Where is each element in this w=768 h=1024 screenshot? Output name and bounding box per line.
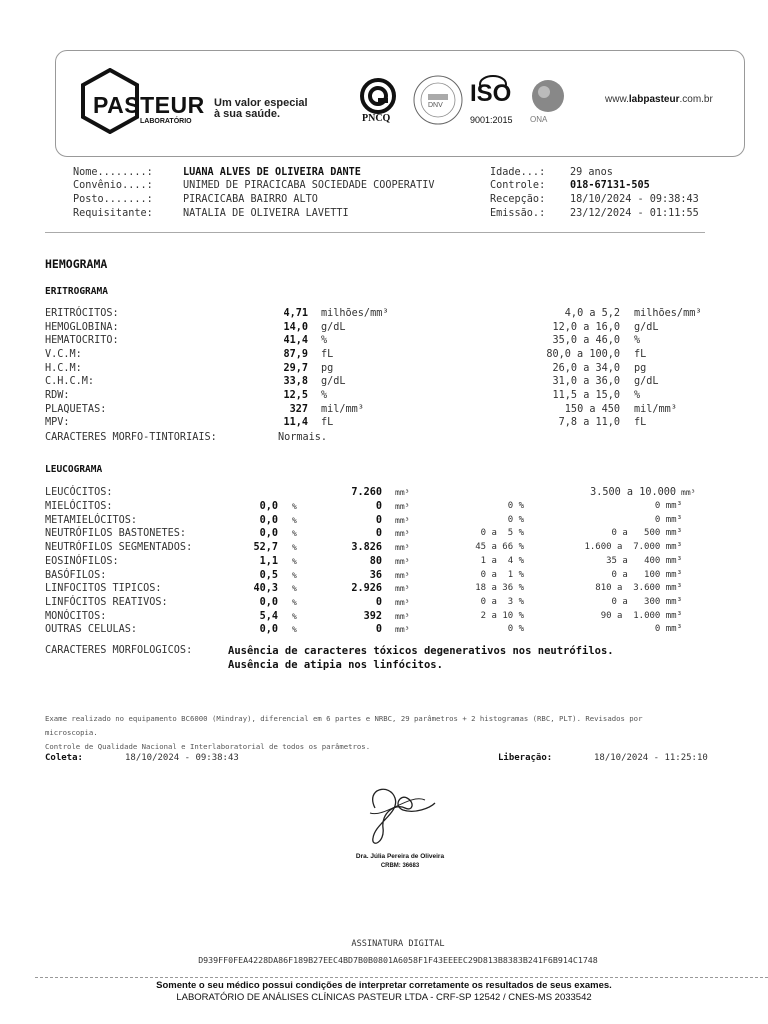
footer-divider — [35, 977, 768, 978]
leuco-label: METAMIELÓCITOS: — [45, 514, 138, 526]
eritro-unit: g/dL — [321, 376, 346, 388]
eritro-unit: pg — [321, 362, 334, 374]
leuco-pct: 0,0 — [259, 501, 278, 512]
eritro-label: HEMOGLOBINA: — [45, 321, 119, 333]
iso-number: 9001:2015 — [470, 115, 513, 125]
leuco-ref-abs: 0 mm³ — [654, 501, 682, 511]
eritro-value: 4,71 — [283, 308, 308, 319]
requisitante-label: Requisitante: — [73, 208, 153, 219]
morfo-tintoriais-value: Normais. — [278, 432, 328, 443]
leuco-ref-pct: 2 a 10 % — [480, 610, 524, 621]
leuco-pct-unit: % — [292, 543, 297, 553]
leucocitos-ref: 3.500 a 10.000 — [590, 487, 676, 498]
eritro-value: 41,4 — [283, 335, 308, 347]
dnv-label: DNV — [428, 102, 443, 109]
ona-accreditation-seal-icon — [530, 78, 566, 114]
leuco-abs-unit: mm³ — [395, 570, 410, 580]
leuco-abs-unit: mm³ — [395, 556, 410, 566]
quality-control-note: Controle de Qualidade Nacional e Interlaboratorial de todos os parâmetros. — [45, 742, 371, 751]
eritro-unit: fL — [321, 348, 334, 360]
leucocitos-value: 7.260 — [351, 487, 382, 498]
leuco-ref-pct: 0 % — [507, 624, 524, 635]
controle-value: 018-67131-505 — [570, 180, 650, 191]
logo-text: PASTEUR — [93, 92, 205, 118]
morfologicos-line1: Ausência de caracteres tóxicos degenerativos nos neutrófilos. — [228, 645, 614, 657]
leuco-ref-abs: 810 a 3.600 mm³ — [595, 583, 682, 594]
leuco-abs: 80 — [369, 555, 382, 567]
leucocitos-label: LEUCÓCITOS: — [45, 487, 113, 498]
leuco-ref-abs: 1.600 a 7.000 mm³ — [584, 542, 682, 553]
digital-signature-hash: D939FF0FEA4228DA86F189B27EEC4BD7B0B0801A6058F1F43EEEEC29D813B8383B241F6B914C1748 — [198, 955, 598, 965]
eritro-ref-unit: g/dL — [634, 376, 659, 388]
leuco-ref-abs: 0 a 300 mm³ — [611, 596, 682, 607]
signer-name: Dra. Júlia Pereira de Oliveira — [355, 853, 445, 860]
leuco-abs: 3.826 — [351, 542, 382, 554]
leuco-pct: 0,0 — [259, 624, 278, 636]
leuco-pct: 0,0 — [259, 528, 278, 540]
leuco-ref-abs: 0 mm³ — [654, 514, 682, 525]
leuco-abs-unit: mm³ — [395, 515, 410, 525]
leuco-label: LINFOCITOS TIPICOS: — [45, 583, 162, 595]
eritro-ref-unit: pg — [634, 362, 647, 374]
leuco-abs: 0 — [375, 596, 382, 608]
leuco-pct-unit: % — [292, 625, 297, 635]
eritro-value: 33,8 — [283, 376, 308, 388]
leuco-abs: 0 — [375, 624, 382, 636]
eritro-ref-unit: fL — [634, 348, 647, 360]
eritro-label: PLAQUETAS: — [45, 403, 107, 415]
eritro-unit: fL — [321, 417, 334, 429]
leuco-ref-abs: 90 a 1.000 mm³ — [600, 610, 682, 621]
eritro-ref-unit: fL — [634, 417, 647, 429]
eritro-unit: milhões/mm³ — [321, 308, 389, 319]
leuco-abs: 36 — [369, 569, 382, 581]
leuco-pct-unit: % — [292, 611, 297, 621]
leuco-ref-abs: 35 a 400 mm³ — [606, 555, 682, 566]
signer-crbm: CRBM: 36683 — [380, 863, 420, 869]
eritro-label: H.C.M: — [45, 362, 82, 374]
recepcao-label: Recepção: — [490, 194, 546, 205]
leuco-abs: 392 — [363, 610, 382, 622]
eritro-unit: % — [321, 389, 328, 401]
eritro-ref: 7,8 a 11,0 — [558, 417, 620, 429]
leuco-abs-unit: mm³ — [395, 611, 410, 621]
leuco-pct: 0,5 — [259, 569, 278, 581]
eritro-ref: 26,0 a 34,0 — [552, 362, 620, 374]
leuco-label: NEUTRÓFILOS SEGMENTADOS: — [45, 542, 193, 554]
leuco-pct-unit: % — [292, 570, 297, 580]
leuco-ref-abs: 0 a 100 mm³ — [611, 569, 682, 580]
leucocitos-ref-unit: mm³ — [681, 488, 696, 497]
eritro-ref-unit: mil/mm³ — [634, 403, 677, 415]
eritro-label: ERITRÓCITOS: — [45, 308, 119, 319]
eritro-label: RDW: — [45, 389, 70, 401]
idade-value: 29 anos — [570, 167, 613, 178]
emissao-value: 23/12/2024 - 01:11:55 — [570, 208, 699, 219]
eritro-value: 29,7 — [283, 362, 308, 374]
leuco-pct-unit: % — [292, 502, 297, 511]
leuco-abs-unit: mm³ — [395, 584, 410, 594]
leuco-pct: 52,7 — [253, 542, 278, 554]
leuco-pct-unit: % — [292, 529, 297, 539]
eritro-ref-unit: milhões/mm³ — [634, 308, 702, 319]
eritro-ref: 150 a 450 — [564, 403, 620, 415]
controle-label: Controle: — [490, 180, 546, 191]
leuco-ref-pct: 45 a 66 % — [475, 542, 524, 553]
liberacao-value: 18/10/2024 - 11:25:10 — [594, 753, 708, 763]
recepcao-value: 18/10/2024 - 09:38:43 — [570, 194, 699, 205]
eritro-value: 14,0 — [283, 321, 308, 333]
leucograma-title: LEUCOGRAMA — [45, 464, 103, 475]
leuco-abs-unit: mm³ — [395, 625, 410, 635]
coleta-value: 18/10/2024 - 09:38:43 — [125, 753, 239, 763]
emissao-label: Emissão.: — [490, 208, 546, 219]
eritro-value: 87,9 — [283, 348, 308, 360]
patient-name: LUANA ALVES DE OLIVEIRA DANTE — [183, 167, 361, 178]
requisitante-value: NATALIA DE OLIVEIRA LAVETTI — [183, 208, 349, 219]
eritrograma-title: ERITROGRAMA — [45, 286, 108, 297]
pncq-label: PNCQ — [362, 113, 391, 124]
eritro-value: 327 — [289, 403, 308, 415]
leuco-pct-unit: % — [292, 597, 297, 607]
eritro-unit: g/dL — [321, 321, 346, 333]
eritro-ref: 35,0 a 46,0 — [552, 335, 620, 347]
leuco-abs: 0 — [375, 528, 382, 540]
leuco-abs: 2.926 — [351, 583, 382, 595]
posto-label: Posto.......: — [73, 194, 153, 205]
eritro-ref-unit: % — [634, 389, 641, 401]
leuco-label: EOSINÓFILOS: — [45, 555, 119, 567]
liberacao-label: Liberação: — [498, 753, 553, 763]
leuco-pct: 5,4 — [259, 610, 278, 622]
slogan: Um valor especial à sua saúde. — [214, 97, 308, 120]
eritro-ref-unit: % — [634, 335, 641, 347]
leuco-abs: 0 — [375, 501, 382, 512]
eritro-value: 11,4 — [283, 417, 308, 429]
leuco-ref-pct: 1 a 4 % — [480, 555, 524, 566]
digital-signature-label: ASSINATURA DIGITAL — [351, 939, 445, 949]
pncq-seal-icon — [360, 78, 396, 114]
leuco-label: BASÓFILOS: — [45, 569, 107, 581]
leuco-ref-pct: 0 a 5 % — [480, 528, 524, 539]
leuco-label: LINFÓCITOS REATIVOS: — [45, 596, 168, 608]
leuco-ref-pct: 0 % — [507, 501, 524, 511]
leuco-ref-pct: 0 % — [507, 514, 524, 525]
leuco-pct: 0,0 — [259, 596, 278, 608]
leuco-abs-unit: mm³ — [395, 543, 410, 553]
leucocitos-unit: mm³ — [395, 488, 410, 497]
morfologicos-line2: Ausência de atipia nos linfócitos. — [228, 659, 443, 671]
leuco-pct-unit: % — [292, 584, 297, 594]
leuco-ref-pct: 18 a 36 % — [475, 583, 524, 594]
leuco-pct-unit: % — [292, 515, 297, 525]
leuco-pct: 1,1 — [259, 555, 278, 567]
leuco-label: NEUTRÓFILOS BASTONETES: — [45, 528, 187, 540]
convenio-value: UNIMED DE PIRACICABA SOCIEDADE COOPERATIV — [183, 180, 435, 191]
ona-label: ONA — [530, 115, 548, 124]
morfologicos-label: CARACTERES MORFOLOGICOS: — [45, 645, 193, 656]
footer-lab-info: LABORATÓRIO DE ANÁLISES CLÍNICAS PASTEUR LTDA - CRF-SP 12542 / CNES-MS 2033542 — [176, 992, 592, 1003]
leuco-ref-pct: 0 a 3 % — [480, 596, 524, 607]
eritro-value: 12,5 — [283, 389, 308, 401]
eritro-ref: 80,0 a 100,0 — [546, 348, 620, 360]
iso-label: ISO — [470, 80, 512, 107]
eritro-ref: 11,5 a 15,0 — [552, 389, 620, 401]
eritro-label: MPV: — [45, 417, 70, 429]
footer-disclaimer: Somente o seu médico possui condições de interpretar corretamente os resultados de seus exames. — [156, 980, 612, 991]
coleta-label: Coleta: — [45, 753, 83, 763]
handwritten-signature-icon — [355, 778, 440, 850]
leuco-abs-unit: mm³ — [395, 597, 410, 607]
leuco-label: MONÓCITOS: — [45, 610, 107, 622]
eritro-ref: 31,0 a 36,0 — [552, 376, 620, 388]
idade-label: Idade...: — [490, 167, 546, 178]
dnv-certification-seal-icon — [412, 74, 464, 126]
eritro-ref: 12,0 a 16,0 — [552, 321, 620, 333]
eritro-ref: 4,0 a 5,2 — [564, 308, 620, 319]
convenio-label: Convênio....: — [73, 180, 153, 191]
leuco-abs-unit: mm³ — [395, 529, 410, 539]
leuco-label: OUTRAS CELULAS: — [45, 624, 138, 636]
posto-value: PIRACICABA BAIRRO ALTO — [183, 194, 318, 205]
leuco-pct: 0,0 — [259, 514, 278, 526]
eritro-unit: mil/mm³ — [321, 403, 364, 415]
morfo-tintoriais-label: CARACTERES MORFO-TINTORIAIS: — [45, 432, 217, 443]
leuco-abs: 0 — [375, 514, 382, 526]
leuco-pct-unit: % — [292, 556, 297, 566]
leuco-ref-pct: 0 a 1 % — [480, 569, 524, 580]
eritro-label: V.C.M: — [45, 348, 82, 360]
equipment-note-cont: microscopia. — [45, 728, 98, 737]
website-url: www.labpasteur.com.br — [605, 94, 713, 105]
eritro-unit: % — [321, 335, 328, 347]
exam-title: HEMOGRAMA — [45, 257, 108, 271]
eritro-ref-unit: g/dL — [634, 321, 659, 333]
logo-subtitle: LABORATÓRIO — [140, 118, 192, 125]
eritro-label: C.H.C.M: — [45, 376, 95, 388]
leuco-pct: 40,3 — [253, 583, 278, 595]
header-divider — [45, 232, 705, 233]
eritro-label: HEMATOCRITO: — [45, 335, 119, 347]
name-label: Nome........: — [73, 167, 153, 178]
leuco-ref-abs: 0 mm³ — [654, 624, 682, 635]
equipment-note: Exame realizado no equipamento BC6000 (Mindray), diferencial em 6 partes e NRBC, 29 parâmetros + 2 histogramas (RBC, PLT). Revisados por — [45, 714, 643, 723]
leuco-label: MIELÓCITOS: — [45, 501, 113, 512]
leuco-abs-unit: mm³ — [395, 502, 410, 511]
leuco-ref-abs: 0 a 500 mm³ — [611, 528, 682, 539]
